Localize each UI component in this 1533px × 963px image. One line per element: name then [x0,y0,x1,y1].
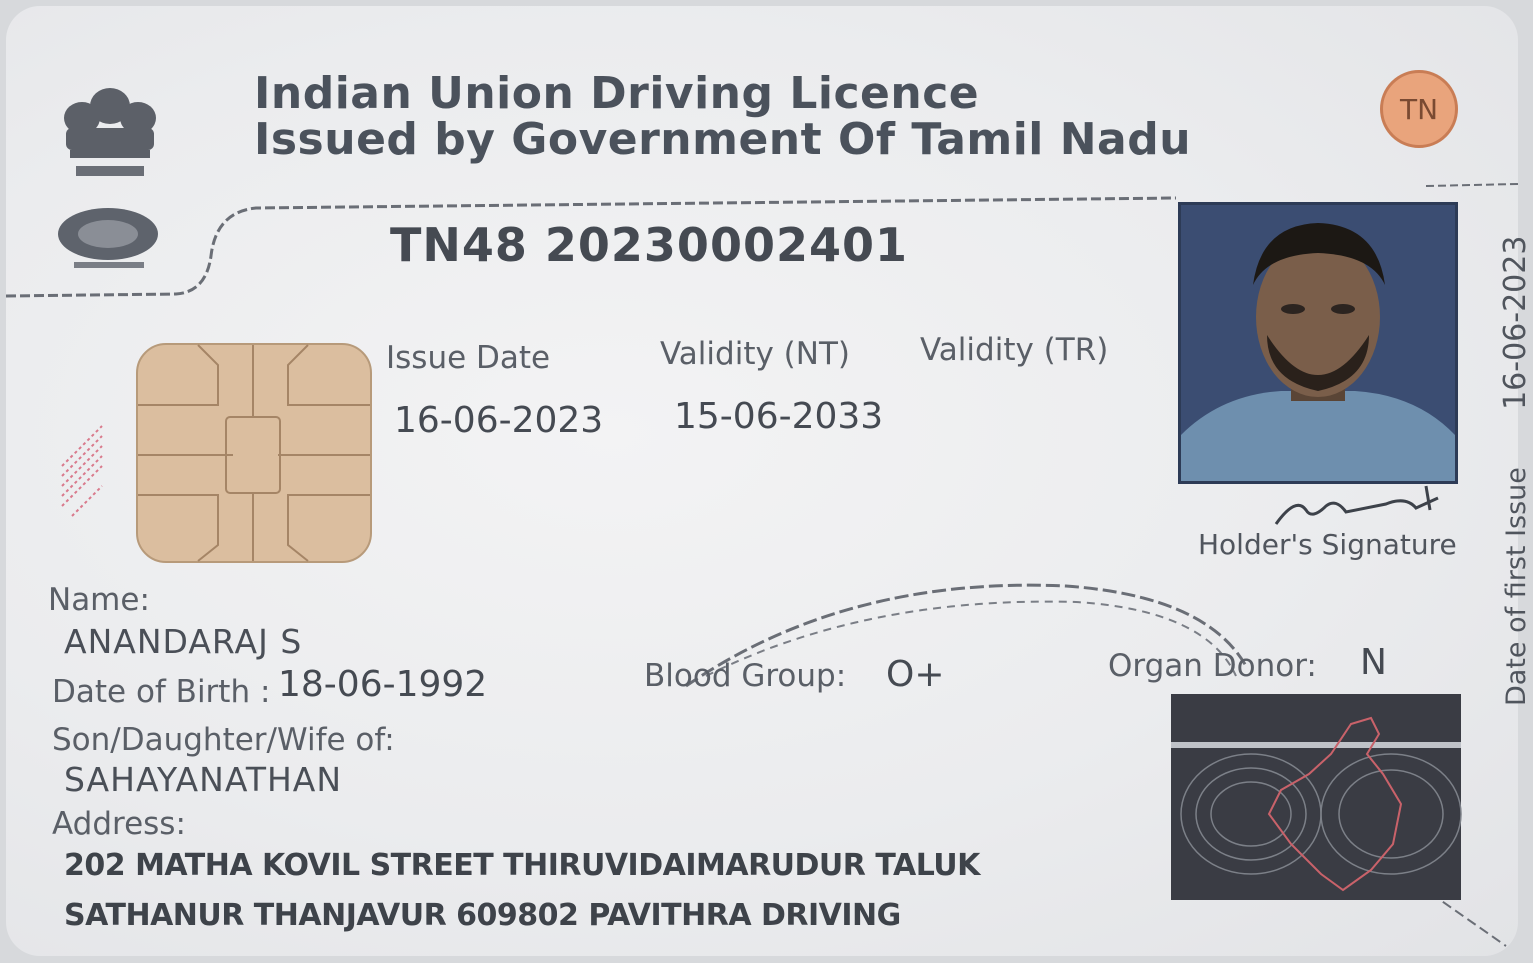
smart-chip [136,343,372,563]
portrait-image [1181,205,1455,481]
validity-tr-label: Validity (TR) [920,332,1109,368]
blood-group-label: Blood Group: [644,658,847,694]
tamil-nadu-map-icon [1171,694,1461,900]
dob-value: 18-06-1992 [278,664,488,705]
driving-licence-card [6,6,1533,956]
dob-label: Date of Birth : [52,674,271,710]
state-badge: TN [1380,70,1458,148]
organ-donor-label: Organ Donor: [1108,648,1317,684]
validity-nt-label: Validity (NT) [660,336,850,372]
holder-signature-image [1266,476,1446,536]
signature-label: Holder's Signature [1198,528,1457,561]
issue-date-label: Issue Date [386,340,551,376]
first-issue-label: Date of first Issue [1501,467,1532,706]
address-line-1: 202 MATHA KOVIL STREET THIRUVIDAIMARUDUR TALUK [64,848,980,883]
organ-donor-value: N [1360,642,1387,683]
holder-name: ANANDARAJ S [64,622,303,661]
card-subtitle: Issued by Government Of Tamil Nadu [254,114,1192,165]
relation-name: SAHAYANATHAN [64,760,343,799]
card-title: Indian Union Driving Licence [254,68,980,119]
hologram-map [1171,694,1461,900]
security-pattern-icon [52,406,108,526]
name-label: Name: [48,582,150,618]
licence-number: TN48 20230002401 [390,218,908,272]
chip-contacts-icon [138,345,370,561]
issue-date-value: 16-06-2023 [394,400,604,441]
address-line-2: SATHANUR THANJAVUR 609802 PAVITHRA DRIVING [64,898,901,933]
holder-photo [1178,202,1458,484]
relation-label: Son/Daughter/Wife of: [52,722,395,758]
first-issue-date: 16-06-2023 [1498,235,1533,410]
blood-group-value: O+ [886,654,945,695]
address-label: Address: [52,806,186,842]
validity-nt-value: 15-06-2033 [674,396,884,437]
